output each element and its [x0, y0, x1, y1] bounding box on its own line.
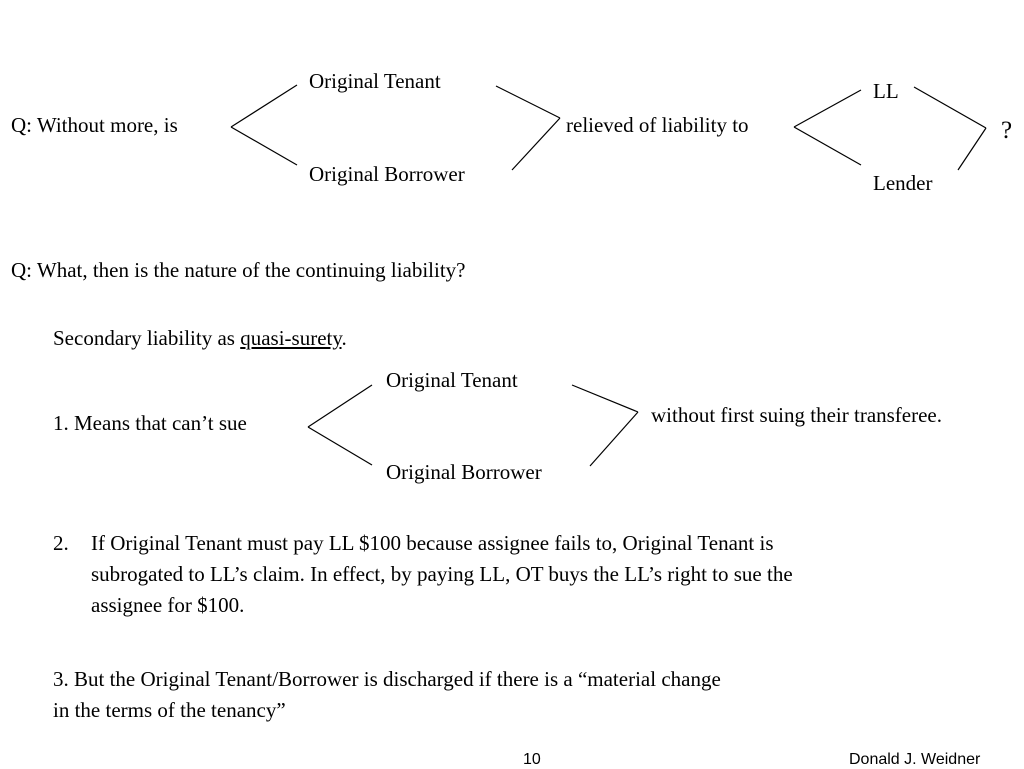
page-number: 10: [523, 751, 541, 768]
answer-prefix: Secondary liability as: [53, 326, 241, 350]
q1-mid-bracket-lower: [512, 118, 560, 170]
point1-prefix: 1. Means that can’t sue: [53, 411, 247, 435]
q1-mid-bracket-upper: [496, 86, 560, 118]
q1-right-bracket-upper: [794, 90, 861, 127]
point3-line-2: in the terms of the tenancy”: [53, 698, 286, 722]
q1-branch-original-tenant: Original Tenant: [309, 69, 441, 93]
point1-suffix: without first suing their transferee.: [651, 403, 943, 427]
q1-end-bracket-lower: [958, 128, 986, 170]
answer-suffix: .: [341, 326, 347, 350]
q1-middle-text: relieved of liability to: [566, 113, 749, 137]
p1-left-bracket-upper: [308, 385, 372, 427]
q1-branch-original-borrower: Original Borrower: [309, 162, 465, 186]
p1-right-bracket-upper: [572, 385, 638, 412]
p1-left-bracket-lower: [308, 427, 372, 465]
point2-number: 2.: [53, 531, 69, 555]
answer-quasi-surety: quasi-surety: [240, 326, 342, 350]
q1-branch-lender: Lender: [873, 171, 933, 195]
point3-line-1: 3. But the Original Tenant/Borrower is discharged if there is a “material change: [53, 667, 721, 691]
point1-branch-original-borrower: Original Borrower: [386, 460, 542, 484]
footer-author: Donald J. Weidner: [849, 751, 981, 768]
q1-prefix: Q: Without more, is: [11, 113, 178, 137]
point2-line-3: assignee for $100.: [91, 593, 245, 617]
q1-left-bracket-upper: [231, 85, 297, 127]
q2-text: Q: What, then is the nature of the continuing liability?: [11, 258, 466, 282]
answer-line: [53, 326, 347, 351]
q1-left-bracket-lower: [231, 127, 297, 165]
p1-right-bracket-lower: [590, 412, 638, 466]
q1-branch-ll: LL: [873, 79, 899, 103]
point1-branch-original-tenant: Original Tenant: [386, 368, 518, 392]
q1-end-bracket-upper: [914, 87, 986, 128]
q1-right-bracket-lower: [794, 127, 861, 165]
point2-line-2: subrogated to LL’s claim. In effect, by paying LL, OT buys the LL’s right to sue the: [91, 562, 793, 586]
q1-question-mark: ?: [1001, 117, 1013, 144]
point2-line-1: If Original Tenant must pay LL $100 because assignee fails to, Original Tenant is: [91, 531, 774, 555]
